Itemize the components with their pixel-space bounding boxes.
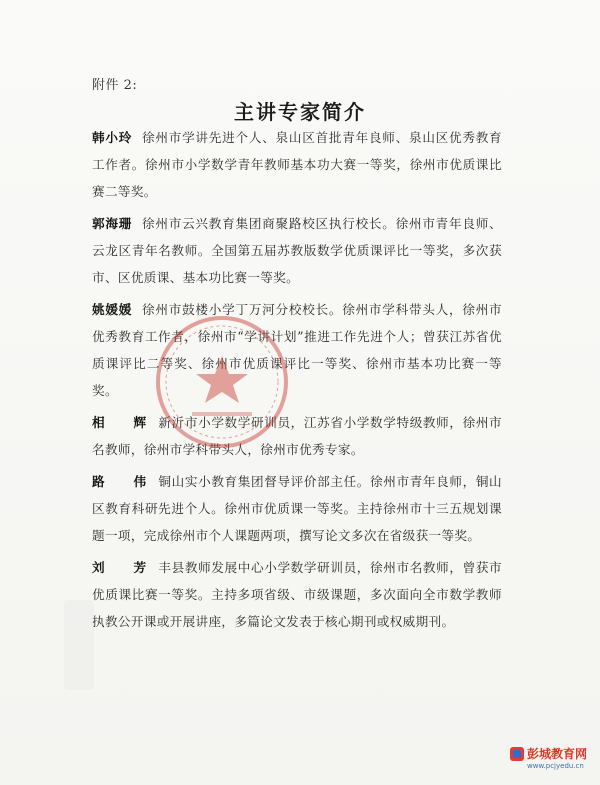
expert-entry — [92, 124, 502, 205]
expert-name: 姚媛媛 — [92, 302, 133, 317]
expert-entry — [92, 296, 502, 404]
expert-entry — [92, 554, 502, 635]
expert-bio: 丰县教师发展中心小学数学研训员，徐州市名教师，曾获市优质课比赛一等奖。主持多项省级、市级课题，多次面向全市数学教师执教公开课或开展讲座，多篇论文发表于核心期刊或权威期刊。 — [92, 560, 502, 629]
expert-name: 路 伟 — [92, 474, 159, 489]
expert-name: 相 辉 — [92, 415, 159, 430]
expert-name: 刘 芳 — [92, 560, 159, 575]
scan-smudge — [64, 600, 94, 690]
expert-name: 郭海珊 — [92, 216, 133, 231]
expert-bio: 徐州市学讲先进个人、泉山区首批青年良师、泉山区优秀教育工作者。徐州市小学数学青年教师基本功大赛一等奖，徐州市优质课比赛二等奖。 — [92, 130, 502, 199]
expert-name: 韩小玲 — [92, 130, 133, 145]
site-name: 彭城教育网 — [527, 747, 588, 761]
expert-entry — [92, 468, 502, 549]
page-title: 主讲专家简介 — [234, 100, 366, 124]
expert-list — [92, 124, 502, 640]
expert-bio: 新沂市小学数学研训员，江苏省小学数学特级教师，徐州市名教师，徐州市学科带头人，徐州市优秀专家。 — [92, 415, 502, 457]
expert-bio: 徐州市鼓楼小学丁万河分校校长。徐州市学科带头人，徐州市优秀教育工作者，徐州市“学讲计划”推进工作先进个人；曾获江苏省优质课评比二等奖、徐州市优质课评比一等奖、徐州市基本功比赛一等奖。 — [92, 302, 502, 398]
expert-entry — [92, 210, 502, 291]
site-logo-icon — [510, 747, 524, 761]
expert-bio: 铜山实小教育集团督导评价部主任。徐州市青年良师，铜山区教育科研先进个人。徐州市优质课一等奖。主持徐州市十三五规划课题一项，完成徐州市个人课题两项，撰写论文多次在省级获一等奖。 — [92, 474, 502, 543]
expert-bio: 徐州市云兴教育集团商聚路校区执行校长。徐州市青年良师、云龙区青年名教师。全国第五届苏教版数学优质课评比一等奖，多次获市、区优质课、基本功比赛一等奖。 — [92, 216, 502, 285]
site-url: www.pcjyedu.cn — [527, 762, 584, 770]
site-watermark — [510, 745, 595, 779]
expert-entry — [92, 409, 502, 463]
attachment-label: 附件 2: — [92, 78, 138, 93]
